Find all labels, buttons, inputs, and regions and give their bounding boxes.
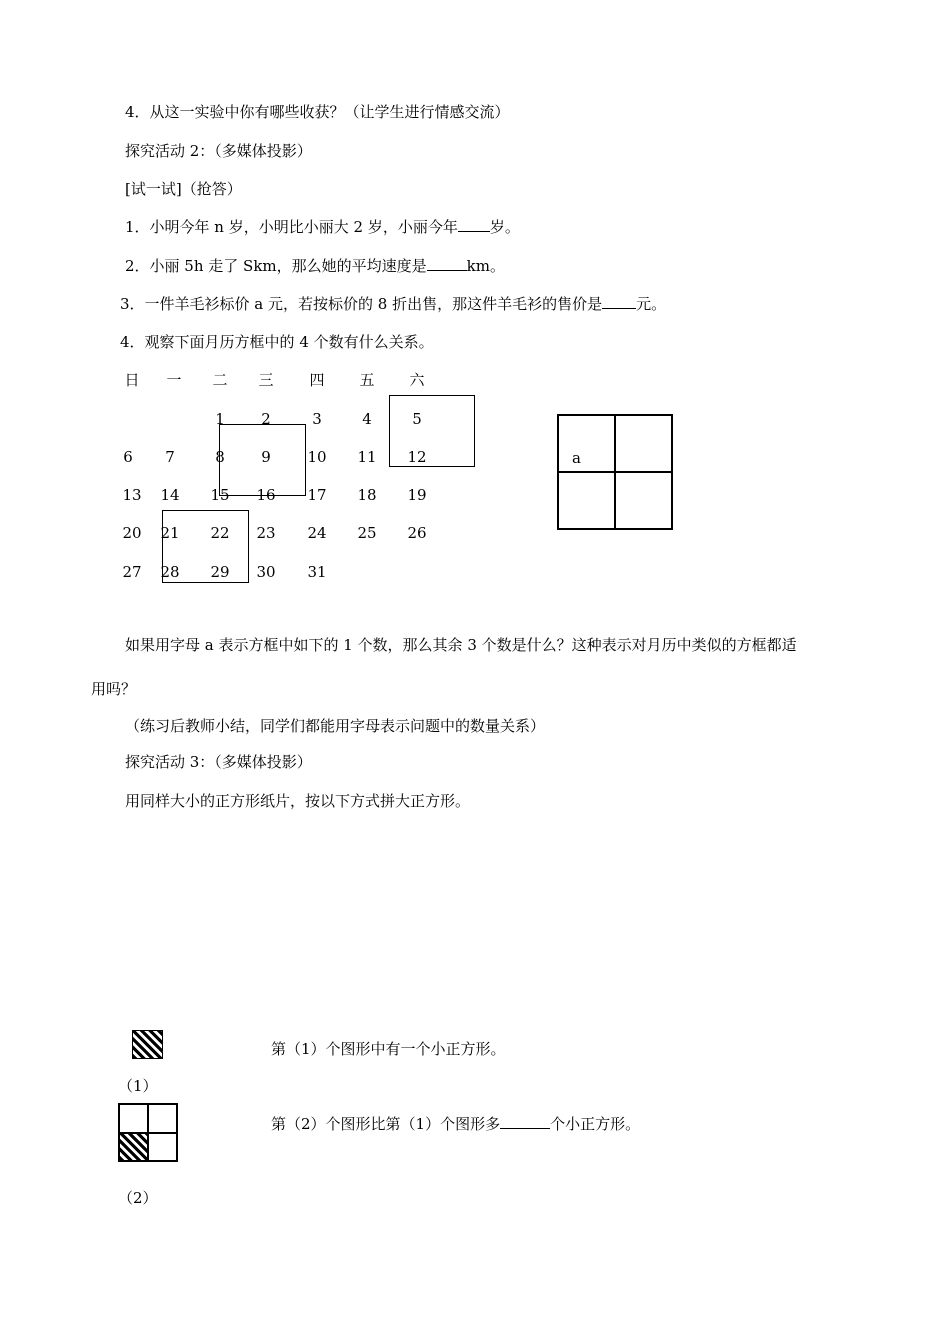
figure-2-text — [271, 1114, 640, 1134]
calendar-day: 21 — [160, 524, 180, 542]
calendar-day: 10 — [307, 448, 327, 466]
paragraph-question: 如果用字母 a 表示方框中如下的 1 个数，那么其余 3 个数是什么？这种表示对月历中类似的方框都适 — [125, 636, 797, 654]
letter-grid — [557, 414, 673, 530]
calendar-day: 11 — [357, 448, 377, 466]
calendar-day: 29 — [210, 563, 230, 581]
activity-3-heading: 探究活动 3：（多媒体投影） — [125, 753, 312, 771]
calendar-day: 1 — [215, 410, 225, 428]
activity-2-heading: 探究活动 2：（多媒体投影） — [125, 142, 312, 160]
question-1-text: 1．小明今年 n 岁，小明比小丽大 2 岁，小丽今年 — [125, 218, 458, 236]
figure-2-text-b: 个小正方形。 — [550, 1115, 641, 1133]
answer-blank — [602, 294, 636, 309]
calendar-header: 三 — [258, 371, 274, 389]
calendar-day: 14 — [160, 486, 180, 504]
grid-cell — [148, 1133, 177, 1162]
calendar-header: 四 — [309, 371, 325, 389]
question-1 — [125, 217, 520, 237]
figure-2-grid — [118, 1103, 178, 1162]
question-3-text: 3．一件羊毛衫标价 a 元，若按标价的 8 折出售，那这件羊毛衫的售价是 — [120, 295, 603, 313]
calendar-day: 12 — [407, 448, 427, 466]
question-4: 4．观察下面月历方框中的 4 个数有什么关系。 — [120, 333, 434, 351]
calendar-frame — [219, 424, 306, 496]
calendar-day: 23 — [256, 524, 276, 542]
grid-cell — [615, 415, 672, 472]
figure-2-text-a: 第（2）个图形比第（1）个图形多 — [271, 1115, 501, 1133]
calendar-header: 二 — [212, 371, 228, 389]
question-3-unit: 元。 — [636, 295, 667, 313]
calendar-day: 25 — [357, 524, 377, 542]
calendar-day: 16 — [256, 486, 276, 504]
teacher-summary: （练习后教师小结，同学们都能用字母表示问题中的数量关系） — [125, 717, 546, 735]
calendar-day: 31 — [307, 563, 327, 581]
calendar-day: 7 — [165, 448, 175, 466]
item-4-reflection: 4．从这一实验中你有哪些收获？（让学生进行情感交流） — [125, 103, 510, 121]
calendar-day: 19 — [407, 486, 427, 504]
figure-2-caption: （2） — [118, 1189, 158, 1207]
calendar-day: 9 — [261, 448, 271, 466]
calendar-day: 24 — [307, 524, 327, 542]
grid-cell — [119, 1104, 148, 1133]
calendar-frame — [389, 395, 475, 467]
calendar-header: 日 — [124, 371, 140, 389]
calendar-day: 30 — [256, 563, 276, 581]
calendar-day: 17 — [307, 486, 327, 504]
calendar-day: 5 — [412, 410, 422, 428]
activity-3-instruction: 用同样大小的正方形纸片，按以下方式拼大正方形。 — [125, 792, 471, 810]
calendar-day: 18 — [357, 486, 377, 504]
calendar-day: 8 — [215, 448, 225, 466]
calendar-day: 3 — [312, 410, 322, 428]
figure-1-square — [132, 1030, 163, 1059]
calendar-day: 4 — [362, 410, 372, 428]
grid-cell-shaded — [119, 1133, 148, 1162]
figure-1-text: 第（1）个图形中有一个小正方形。 — [271, 1040, 506, 1058]
answer-blank — [427, 256, 467, 271]
grid-cell — [558, 472, 615, 529]
grid-cell — [148, 1104, 177, 1133]
calendar-day: 28 — [160, 563, 180, 581]
calendar-day: 13 — [122, 486, 142, 504]
grid-cell — [615, 472, 672, 529]
paragraph-question-cont: 用吗？ — [91, 680, 137, 698]
question-2-unit: km。 — [466, 257, 505, 275]
question-2-text: 2．小丽 5h 走了 Skm，那么她的平均速度是 — [125, 257, 427, 275]
answer-blank — [458, 217, 490, 232]
grid-letter-a: a — [572, 449, 581, 467]
calendar-day: 20 — [122, 524, 142, 542]
question-2 — [125, 256, 505, 276]
answer-blank — [500, 1114, 550, 1129]
calendar-day: 6 — [123, 448, 133, 466]
question-1-unit: 岁。 — [489, 218, 520, 236]
calendar-day: 27 — [122, 563, 142, 581]
question-3 — [120, 294, 666, 314]
calendar-header: 六 — [409, 371, 425, 389]
calendar-day: 26 — [407, 524, 427, 542]
calendar-header: 五 — [359, 371, 375, 389]
figure-1-caption: （1） — [118, 1077, 158, 1095]
grid-cell — [558, 415, 615, 472]
calendar-day: 15 — [210, 486, 230, 504]
calendar-day: 2 — [261, 410, 271, 428]
calendar-frame — [162, 510, 249, 583]
calendar-header: 一 — [166, 371, 182, 389]
try-it-heading: [试一试]（抢答） — [125, 180, 242, 198]
calendar-day: 22 — [210, 524, 230, 542]
